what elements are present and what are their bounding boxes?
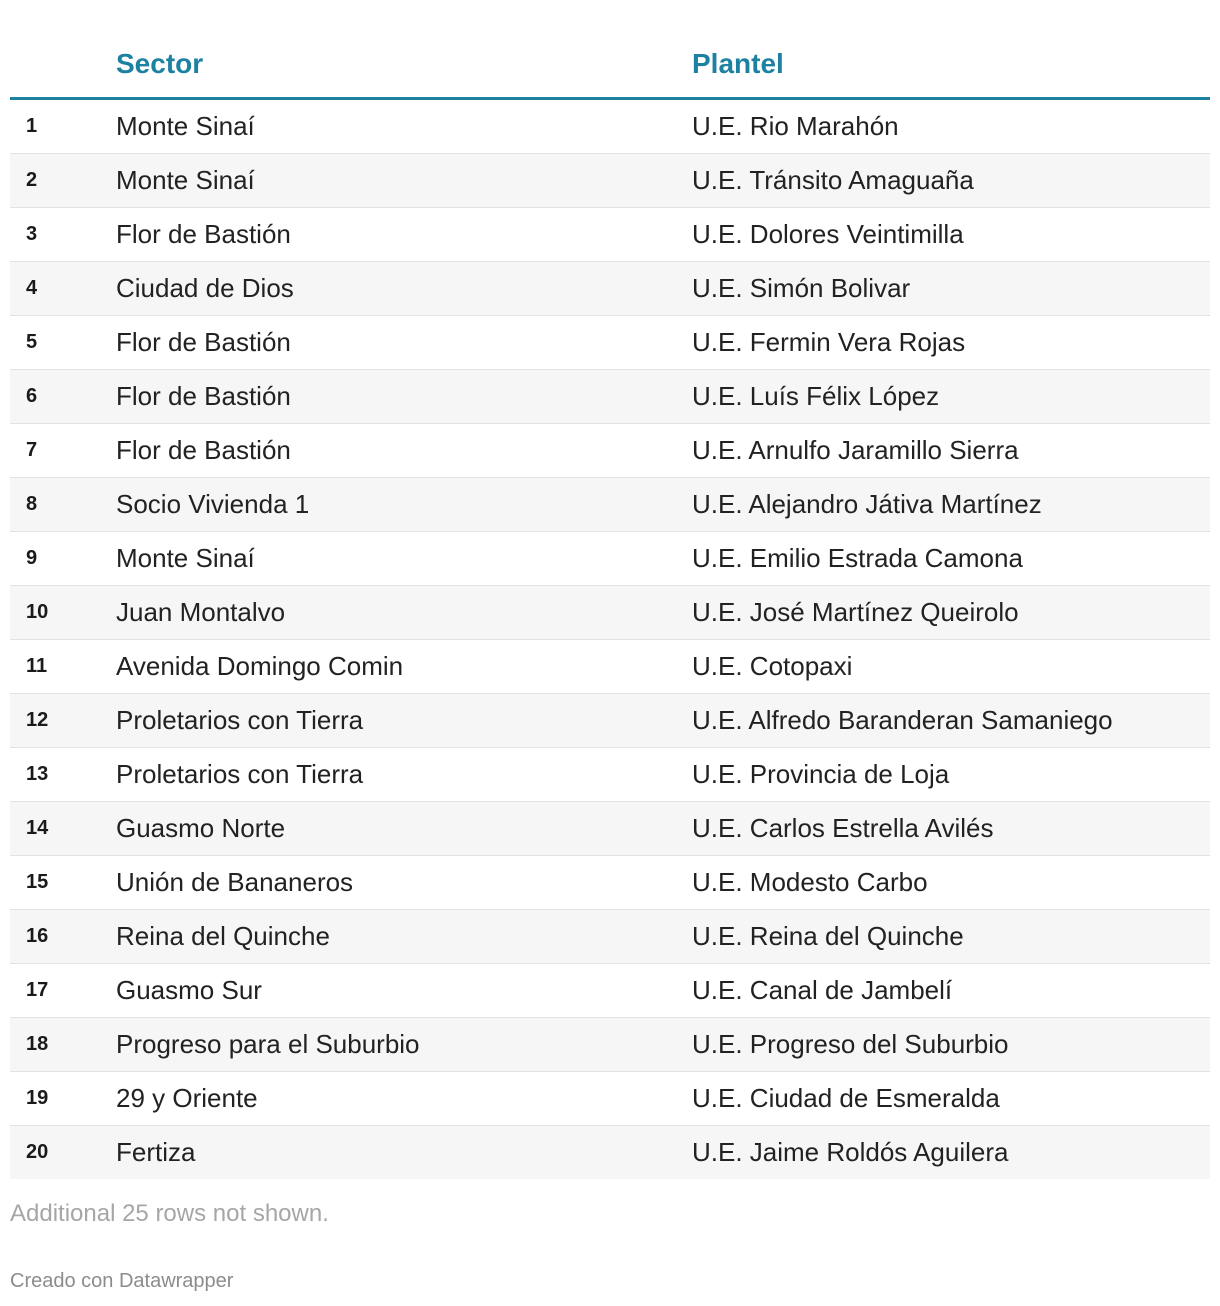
plantel-cell: U.E. Alfredo Baranderan Samaniego <box>692 694 1210 748</box>
table-row <box>10 856 1210 910</box>
row-index: 18 <box>10 1018 116 1072</box>
row-index: 8 <box>10 478 116 532</box>
table-body <box>10 99 1210 1180</box>
table-row <box>10 154 1210 208</box>
table-row <box>10 802 1210 856</box>
table-row <box>10 478 1210 532</box>
table-row <box>10 694 1210 748</box>
plantel-cell: U.E. Simón Bolivar <box>692 262 1210 316</box>
plantel-cell: U.E. Ciudad de Esmeralda <box>692 1072 1210 1126</box>
row-index: 3 <box>10 208 116 262</box>
table-row <box>10 964 1210 1018</box>
row-index: 4 <box>10 262 116 316</box>
table-row <box>10 99 1210 154</box>
plantel-cell: U.E. Arnulfo Jaramillo Sierra <box>692 424 1210 478</box>
plantel-cell: U.E. José Martínez Queirolo <box>692 586 1210 640</box>
sector-cell: 29 y Oriente <box>116 1072 692 1126</box>
sector-cell: Flor de Bastión <box>116 208 692 262</box>
sector-cell: Proletarios con Tierra <box>116 694 692 748</box>
row-index: 19 <box>10 1072 116 1126</box>
sector-cell: Reina del Quinche <box>116 910 692 964</box>
sector-cell: Proletarios con Tierra <box>116 748 692 802</box>
row-index: 16 <box>10 910 116 964</box>
plantel-cell: U.E. Canal de Jambelí <box>692 964 1210 1018</box>
row-index: 11 <box>10 640 116 694</box>
sector-cell: Flor de Bastión <box>116 316 692 370</box>
sector-cell: Unión de Bananeros <box>116 856 692 910</box>
plantel-cell: U.E. Provincia de Loja <box>692 748 1210 802</box>
plantel-cell: U.E. Reina del Quinche <box>692 910 1210 964</box>
table-row <box>10 262 1210 316</box>
sector-cell: Fertiza <box>116 1126 692 1180</box>
plantel-cell: U.E. Tránsito Amaguaña <box>692 154 1210 208</box>
row-index: 6 <box>10 370 116 424</box>
sector-cell: Flor de Bastión <box>116 370 692 424</box>
plantel-cell: U.E. Fermin Vera Rojas <box>692 316 1210 370</box>
sector-cell: Ciudad de Dios <box>116 262 692 316</box>
table-row <box>10 586 1210 640</box>
row-index: 5 <box>10 316 116 370</box>
sector-cell: Juan Montalvo <box>116 586 692 640</box>
sector-cell: Monte Sinaí <box>116 99 692 154</box>
plantel-cell: U.E. Modesto Carbo <box>692 856 1210 910</box>
table-row <box>10 532 1210 586</box>
table-row <box>10 640 1210 694</box>
row-index: 9 <box>10 532 116 586</box>
sector-cell: Guasmo Norte <box>116 802 692 856</box>
row-index: 15 <box>10 856 116 910</box>
header-plantel: Plantel <box>692 30 1210 99</box>
sector-cell: Monte Sinaí <box>116 532 692 586</box>
row-index: 13 <box>10 748 116 802</box>
sector-cell: Progreso para el Suburbio <box>116 1018 692 1072</box>
header-row <box>10 30 1210 99</box>
table-row <box>10 316 1210 370</box>
row-index: 10 <box>10 586 116 640</box>
plantel-cell: U.E. Emilio Estrada Camona <box>692 532 1210 586</box>
datawrapper-credit: Creado con Datawrapper <box>10 1270 234 1292</box>
sector-cell: Avenida Domingo Comin <box>116 640 692 694</box>
data-table <box>10 30 1210 1179</box>
plantel-cell: U.E. Carlos Estrella Avilés <box>692 802 1210 856</box>
sector-cell: Flor de Bastión <box>116 424 692 478</box>
rows-hidden-note: Additional 25 rows not shown. <box>10 1200 329 1227</box>
row-index: 2 <box>10 154 116 208</box>
sector-cell: Socio Vivienda 1 <box>116 478 692 532</box>
data-table-container <box>10 30 1210 1179</box>
row-index: 20 <box>10 1126 116 1180</box>
table-row <box>10 208 1210 262</box>
row-index: 14 <box>10 802 116 856</box>
row-index: 1 <box>10 99 116 154</box>
table-row <box>10 1072 1210 1126</box>
plantel-cell: U.E. Rio Marahón <box>692 99 1210 154</box>
table-row <box>10 1126 1210 1180</box>
row-index: 17 <box>10 964 116 1018</box>
sector-cell: Monte Sinaí <box>116 154 692 208</box>
row-index: 12 <box>10 694 116 748</box>
plantel-cell: U.E. Jaime Roldós Aguilera <box>692 1126 1210 1180</box>
table-header <box>10 30 1210 99</box>
plantel-cell: U.E. Dolores Veintimilla <box>692 208 1210 262</box>
plantel-cell: U.E. Progreso del Suburbio <box>692 1018 1210 1072</box>
plantel-cell: U.E. Alejandro Játiva Martínez <box>692 478 1210 532</box>
table-row <box>10 370 1210 424</box>
table-row <box>10 1018 1210 1072</box>
row-index: 7 <box>10 424 116 478</box>
table-row <box>10 748 1210 802</box>
sector-cell: Guasmo Sur <box>116 964 692 1018</box>
plantel-cell: U.E. Luís Félix López <box>692 370 1210 424</box>
header-sector: Sector <box>116 30 692 99</box>
plantel-cell: U.E. Cotopaxi <box>692 640 1210 694</box>
table-row <box>10 424 1210 478</box>
table-row <box>10 910 1210 964</box>
header-index <box>10 30 116 99</box>
